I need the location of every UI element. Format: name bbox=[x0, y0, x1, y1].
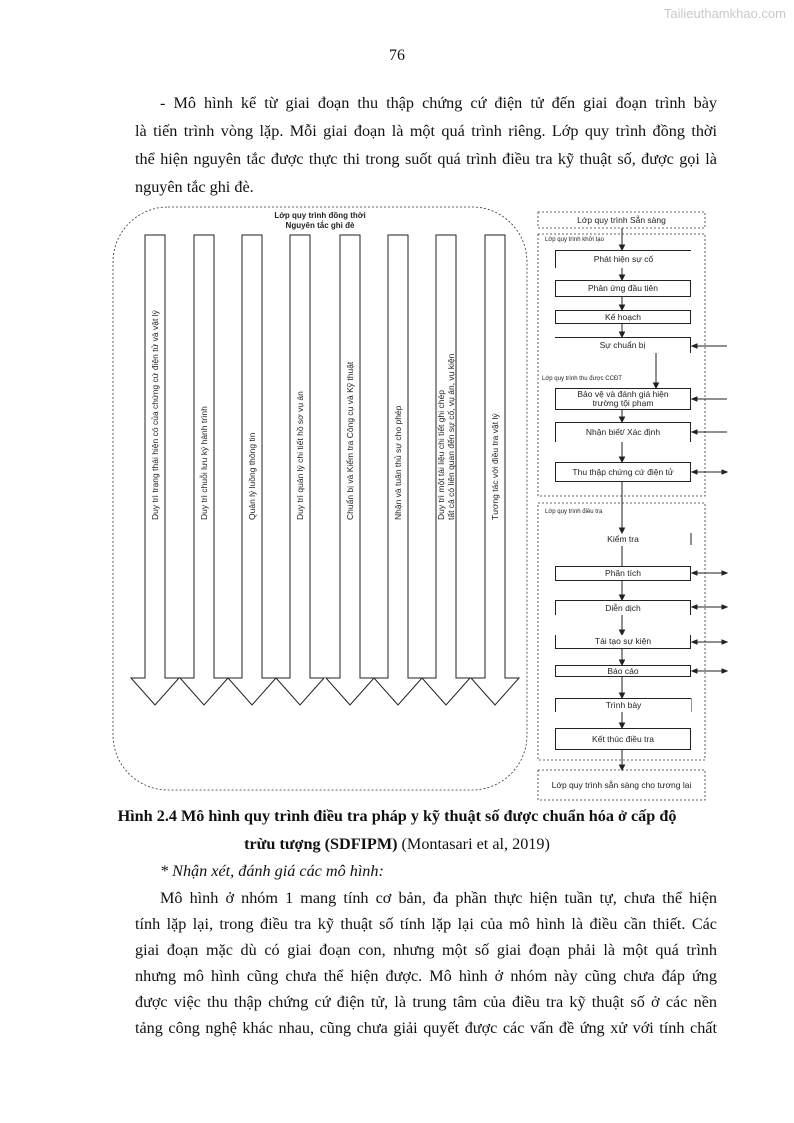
paragraph-line: Mô hình ở nhóm 1 mang tính cơ bản, đa phần thực hiện tuần tự, chưa thể hiện bbox=[160, 889, 717, 907]
step-closure: Kết thúc điều tra bbox=[555, 728, 691, 750]
flow-arrowhead bbox=[620, 765, 625, 770]
arrowhead bbox=[692, 640, 697, 644]
concurrent-item-label bbox=[345, 180, 355, 620]
paragraph-line: là tiến trình vòng lặp. Mỗi giai đoạn là một quá trình riêng. Lớp quy trình đồng thời bbox=[135, 122, 717, 140]
concurrent-title-line1: Lớp quy trình đồng thời bbox=[274, 211, 366, 220]
step-reporting: Báo cáo bbox=[555, 665, 691, 677]
step-first-response: Phản ứng đầu tiên bbox=[555, 280, 691, 297]
step-identification: Nhận biết/ Xác định bbox=[555, 422, 691, 442]
label-line: Quản lý luồng thông tin bbox=[247, 432, 257, 520]
arrowhead bbox=[722, 470, 727, 474]
remark-heading: * Nhận xét, đánh giá các mô hình: bbox=[160, 862, 384, 880]
arrowhead bbox=[722, 640, 727, 644]
label-line: Nhận và tuân thủ sự cho phép bbox=[393, 405, 403, 520]
step-preparation: Sự chuẩn bị bbox=[555, 337, 691, 353]
concurrent-title-line2: Nguyên tắc ghi đè bbox=[285, 221, 355, 230]
label-line: Duy trì một tài liệu chi tiết ghi chép bbox=[436, 390, 446, 520]
watermark: Tailieuthamkhao.com bbox=[663, 6, 786, 21]
acq-layer-label: Lớp quy trình thu được CCĐT bbox=[542, 376, 622, 382]
label-line: Duy trì chuỗi lưu ký hành trình bbox=[199, 406, 209, 520]
inv-layer-label: Lớp quy trình điều tra bbox=[545, 509, 603, 515]
concurrent-item-label bbox=[490, 180, 500, 620]
concurrent-item-label bbox=[199, 180, 209, 620]
concurrent-item-label bbox=[247, 180, 257, 620]
label-line: Duy trì trạng thái hiện có của chứng cứ điện tử và vật lý bbox=[150, 310, 160, 520]
paragraph-line: tính lặp lại, trong điều tra kỹ thuật số tính lặp lại của mô hình là điều cần thiết. Các bbox=[135, 915, 717, 933]
arrowhead bbox=[692, 571, 697, 575]
init-layer-label: Lớp quy trình khởi tạo bbox=[545, 237, 604, 243]
arrowhead bbox=[722, 571, 727, 575]
paragraph-line: được việc thu thập chứng cứ điện tử, là trung tâm của điều tra kỹ thuật số ở các nền bbox=[135, 993, 717, 1011]
future-layer: Lớp quy trình sẵn sàng cho tương lai bbox=[551, 779, 692, 790]
step-presentation: Trình bày bbox=[555, 698, 691, 712]
concurrent-layer-border bbox=[113, 207, 527, 790]
step-examination: Kiểm tra bbox=[607, 533, 639, 544]
concurrent-item-label bbox=[150, 180, 160, 620]
arrowhead bbox=[692, 470, 697, 474]
caption-citation: (Montasari et al, 2019) bbox=[397, 835, 550, 853]
concurrent-layer-title bbox=[230, 211, 410, 231]
step-interpretation: Diễn dịch bbox=[555, 600, 691, 615]
step-analysis: Phân tích bbox=[555, 566, 691, 581]
figure-caption-line2 bbox=[0, 835, 794, 854]
label-line: Duy trì quản lý chi tiết hồ sơ vụ án bbox=[295, 391, 305, 520]
label-line: Chuẩn bị và Kiểm tra Công cụ và Kỹ thuật bbox=[345, 361, 355, 520]
step-incident-detection: Phát hiện sự cố bbox=[555, 250, 691, 268]
concurrent-item-label bbox=[436, 180, 456, 620]
arrowhead bbox=[722, 605, 727, 609]
paragraph-line: giai đoạn mặc dù có giai đoạn con, nhưng một số giai đoạn phải là một quá trình bbox=[135, 941, 717, 959]
paragraph-line: tảng công nghệ khác nhau, cũng chưa giải quyết được các vấn đề ứng xử với tính chất bbox=[135, 1019, 717, 1037]
arrowhead bbox=[692, 344, 697, 348]
figure-caption-line1: Hình 2.4 Mô hình quy trình điều tra pháp y kỹ thuật số được chuẩn hóa ở cấp độ bbox=[117, 807, 677, 825]
step-reconstruction: Tái tạo sự kiện bbox=[555, 635, 691, 649]
arrowhead bbox=[692, 397, 697, 401]
arrowhead bbox=[692, 430, 697, 434]
step-secure-scene: Bảo vệ và đánh giá hiện trường tội phạm bbox=[555, 388, 691, 410]
label-line: tất cả có liên quan đến sự cố, vụ án, vụ kiện bbox=[446, 353, 456, 520]
concurrent-item-label bbox=[295, 180, 305, 620]
concurrent-item-label bbox=[393, 180, 403, 620]
arrowhead bbox=[692, 605, 697, 609]
label-line: Tương tác với điều tra vật lý bbox=[490, 413, 500, 520]
readiness-layer: Lớp quy trình Sẵn sàng bbox=[577, 214, 666, 225]
paragraph-line: nhưng mô hình cũng chưa thể hiện được. Mô hình ở nhóm này cũng chưa đáp ứng bbox=[135, 967, 717, 985]
step-planning: Kế hoạch bbox=[555, 310, 691, 324]
step-collection: Thu thập chứng cứ điện tử bbox=[555, 462, 691, 482]
caption-bold: trừu tượng (SDFIPM) bbox=[244, 835, 398, 853]
paragraph-line: - Mô hình kể từ giai đoạn thu thập chứng cứ điện tử đến giai đoạn trình bày bbox=[160, 94, 717, 112]
paragraph-line: thể hiện nguyên tắc được thực thi trong suốt quá trình điều tra kỹ thuật số, được gọi là bbox=[135, 150, 717, 168]
arrowhead bbox=[692, 669, 697, 673]
page-number: 76 bbox=[389, 47, 405, 64]
paragraph-line: nguyên tắc ghi đè. bbox=[135, 178, 254, 196]
arrowhead bbox=[722, 669, 727, 673]
